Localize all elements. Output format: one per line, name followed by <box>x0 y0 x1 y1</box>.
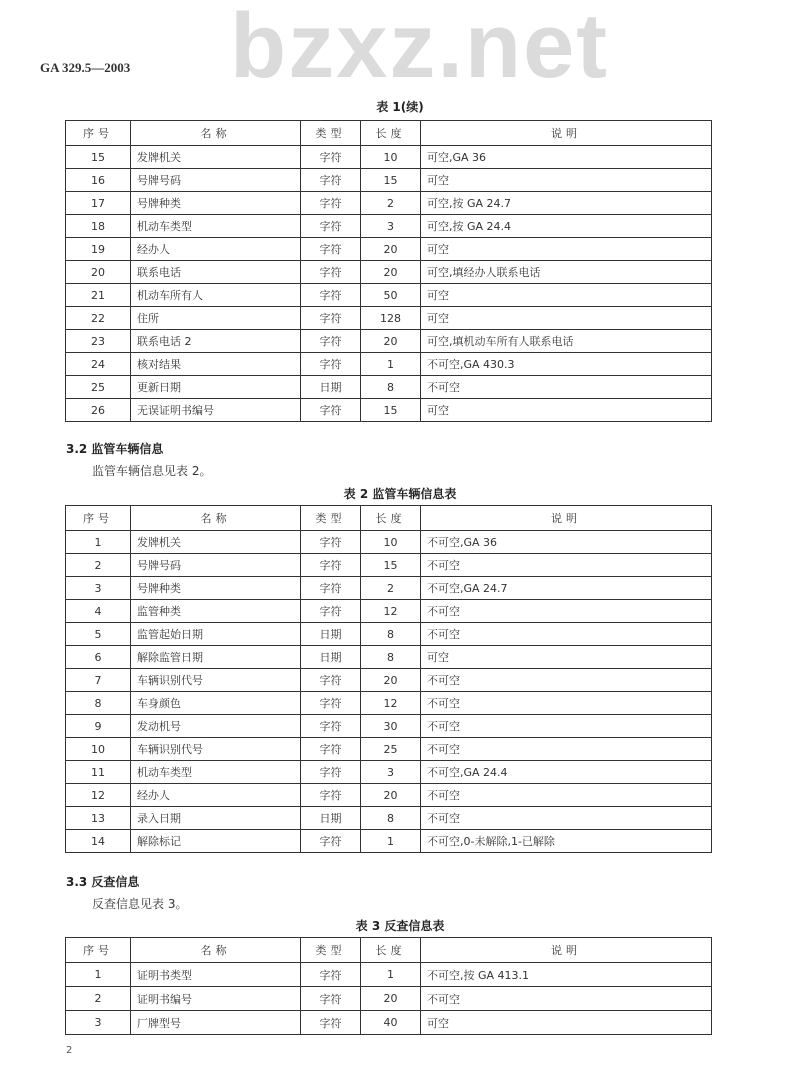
table-row <box>66 669 712 692</box>
field-description: 可空,填经办人联系电话 <box>421 261 712 284</box>
table-row <box>66 646 712 669</box>
field-name: 核对结果 <box>131 353 301 376</box>
table-row <box>66 399 712 422</box>
field-description: 不可空 <box>421 669 712 692</box>
field-length: 8 <box>361 646 421 669</box>
field-description: 可空 <box>421 646 712 669</box>
field-name: 机动车所有人 <box>131 284 301 307</box>
row-number: 26 <box>66 399 131 422</box>
row-number: 18 <box>66 215 131 238</box>
field-type: 字符 <box>301 738 361 761</box>
field-name: 号牌号码 <box>131 169 301 192</box>
field-name: 解除标记 <box>131 830 301 853</box>
field-description: 不可空,按 GA 413.1 <box>421 963 712 987</box>
field-length: 2 <box>361 577 421 600</box>
field-length: 8 <box>361 807 421 830</box>
table-header-row <box>66 506 712 531</box>
row-number: 23 <box>66 330 131 353</box>
page-number: 2 <box>66 1045 73 1056</box>
table-row <box>66 307 712 330</box>
table-header-row <box>66 938 712 963</box>
field-name: 车辆识别代号 <box>131 669 301 692</box>
row-number: 21 <box>66 284 131 307</box>
field-length: 20 <box>361 261 421 284</box>
section-3-2-text: 监管车辆信息见表 2。 <box>92 464 212 478</box>
row-number: 2 <box>66 554 131 577</box>
field-type: 字符 <box>301 531 361 554</box>
row-number: 25 <box>66 376 131 399</box>
field-type: 字符 <box>301 1011 361 1035</box>
row-number: 5 <box>66 623 131 646</box>
standard-code-header: GA 329.5—2003 <box>40 60 131 75</box>
field-length: 2 <box>361 192 421 215</box>
field-description: 可空 <box>421 307 712 330</box>
field-length: 15 <box>361 399 421 422</box>
field-type: 字符 <box>301 987 361 1011</box>
field-description: 可空,填机动车所有人联系电话 <box>421 330 712 353</box>
row-number: 15 <box>66 146 131 169</box>
field-description: 不可空 <box>421 623 712 646</box>
table-row <box>66 807 712 830</box>
row-number: 13 <box>66 807 131 830</box>
table-row <box>66 554 712 577</box>
table-row <box>66 577 712 600</box>
field-description: 不可空,GA 36 <box>421 531 712 554</box>
section-3-3-heading: 3.3 反查信息 <box>66 875 140 889</box>
field-length: 20 <box>361 987 421 1011</box>
field-description: 可空 <box>421 169 712 192</box>
field-length: 8 <box>361 376 421 399</box>
field-name: 解除监管日期 <box>131 646 301 669</box>
table-row <box>66 738 712 761</box>
field-name: 经办人 <box>131 238 301 261</box>
table-row <box>66 623 712 646</box>
row-number: 1 <box>66 963 131 987</box>
field-length: 10 <box>361 146 421 169</box>
field-type: 字符 <box>301 284 361 307</box>
column-header: 说明 <box>421 506 712 531</box>
row-number: 14 <box>66 830 131 853</box>
field-name: 联系电话 <box>131 261 301 284</box>
row-number: 22 <box>66 307 131 330</box>
field-description: 不可空 <box>421 554 712 577</box>
field-name: 车辆识别代号 <box>131 738 301 761</box>
field-type: 字符 <box>301 238 361 261</box>
field-type: 字符 <box>301 669 361 692</box>
field-name: 联系电话 2 <box>131 330 301 353</box>
field-type: 字符 <box>301 192 361 215</box>
table-row <box>66 600 712 623</box>
table-row <box>66 830 712 853</box>
field-description: 不可空 <box>421 715 712 738</box>
field-description: 可空 <box>421 399 712 422</box>
field-description: 不可空,GA 430.3 <box>421 353 712 376</box>
field-description: 不可空,0-未解除,1-已解除 <box>421 830 712 853</box>
table-row <box>66 376 712 399</box>
field-name: 住所 <box>131 307 301 330</box>
column-header: 序号 <box>66 506 131 531</box>
field-description: 可空,按 GA 24.4 <box>421 215 712 238</box>
row-number: 19 <box>66 238 131 261</box>
field-length: 50 <box>361 284 421 307</box>
field-length: 1 <box>361 963 421 987</box>
column-header: 名称 <box>131 506 301 531</box>
column-header: 序号 <box>66 121 131 146</box>
field-name: 机动车类型 <box>131 761 301 784</box>
field-name: 发牌机关 <box>131 531 301 554</box>
field-length: 3 <box>361 215 421 238</box>
field-description: 可空 <box>421 238 712 261</box>
field-type: 日期 <box>301 646 361 669</box>
field-description: 不可空,GA 24.7 <box>421 577 712 600</box>
table-row <box>66 192 712 215</box>
field-type: 字符 <box>301 577 361 600</box>
field-description: 可空 <box>421 1011 712 1035</box>
field-type: 字符 <box>301 215 361 238</box>
field-type: 字符 <box>301 261 361 284</box>
field-type: 字符 <box>301 784 361 807</box>
field-length: 25 <box>361 738 421 761</box>
field-type: 字符 <box>301 307 361 330</box>
table-row <box>66 531 712 554</box>
field-type: 日期 <box>301 623 361 646</box>
field-name: 发牌机关 <box>131 146 301 169</box>
column-header: 类型 <box>301 506 361 531</box>
field-name: 机动车类型 <box>131 215 301 238</box>
column-header: 名称 <box>131 938 301 963</box>
field-description: 不可空 <box>421 784 712 807</box>
field-length: 10 <box>361 531 421 554</box>
column-header: 类型 <box>301 938 361 963</box>
row-number: 1 <box>66 531 131 554</box>
table-row <box>66 784 712 807</box>
field-name: 发动机号 <box>131 715 301 738</box>
table-row <box>66 761 712 784</box>
field-description: 不可空 <box>421 807 712 830</box>
field-description: 可空 <box>421 284 712 307</box>
field-name: 无误证明书编号 <box>131 399 301 422</box>
field-length: 20 <box>361 330 421 353</box>
field-name: 号牌种类 <box>131 577 301 600</box>
table-row <box>66 169 712 192</box>
field-name: 经办人 <box>131 784 301 807</box>
field-type: 字符 <box>301 600 361 623</box>
column-header: 说明 <box>421 938 712 963</box>
section-3-3-text: 反查信息见表 3。 <box>92 897 188 911</box>
table-row <box>66 692 712 715</box>
table-1-continued <box>65 120 712 422</box>
table-row <box>66 715 712 738</box>
table-row <box>66 238 712 261</box>
field-name: 号牌号码 <box>131 554 301 577</box>
field-length: 20 <box>361 784 421 807</box>
table-row <box>66 330 712 353</box>
table3-caption: 表 3 反查信息表 <box>355 919 445 933</box>
row-number: 20 <box>66 261 131 284</box>
table-header-row <box>66 121 712 146</box>
field-name: 厂牌型号 <box>131 1011 301 1035</box>
row-number: 16 <box>66 169 131 192</box>
field-name: 监管种类 <box>131 600 301 623</box>
row-number: 2 <box>66 987 131 1011</box>
column-header: 长度 <box>361 506 421 531</box>
field-name: 证明书编号 <box>131 987 301 1011</box>
field-length: 1 <box>361 830 421 853</box>
field-description: 不可空 <box>421 987 712 1011</box>
row-number: 11 <box>66 761 131 784</box>
column-header: 名称 <box>131 121 301 146</box>
column-header: 长度 <box>361 121 421 146</box>
field-description: 不可空 <box>421 692 712 715</box>
table-row <box>66 261 712 284</box>
field-length: 15 <box>361 169 421 192</box>
field-type: 日期 <box>301 376 361 399</box>
field-type: 字符 <box>301 399 361 422</box>
field-length: 20 <box>361 669 421 692</box>
field-type: 字符 <box>301 692 361 715</box>
field-description: 不可空,GA 24.4 <box>421 761 712 784</box>
field-type: 字符 <box>301 715 361 738</box>
field-length: 40 <box>361 1011 421 1035</box>
row-number: 7 <box>66 669 131 692</box>
table-2-supervised-vehicles <box>65 505 712 853</box>
field-name: 更新日期 <box>131 376 301 399</box>
field-type: 字符 <box>301 353 361 376</box>
field-description: 可空,GA 36 <box>421 146 712 169</box>
field-length: 12 <box>361 692 421 715</box>
field-name: 车身颜色 <box>131 692 301 715</box>
field-length: 1 <box>361 353 421 376</box>
table-row <box>66 1011 712 1035</box>
field-length: 30 <box>361 715 421 738</box>
field-length: 15 <box>361 554 421 577</box>
field-name: 号牌种类 <box>131 192 301 215</box>
row-number: 8 <box>66 692 131 715</box>
field-type: 字符 <box>301 761 361 784</box>
field-description: 不可空 <box>421 600 712 623</box>
table-row <box>66 353 712 376</box>
table-row <box>66 987 712 1011</box>
row-number: 3 <box>66 577 131 600</box>
field-type: 日期 <box>301 807 361 830</box>
table1-caption: 表 1(续) <box>376 100 424 114</box>
field-name: 证明书类型 <box>131 963 301 987</box>
field-type: 字符 <box>301 169 361 192</box>
field-description: 不可空 <box>421 376 712 399</box>
field-length: 8 <box>361 623 421 646</box>
table-row <box>66 215 712 238</box>
row-number: 6 <box>66 646 131 669</box>
table-row <box>66 284 712 307</box>
row-number: 12 <box>66 784 131 807</box>
field-type: 字符 <box>301 554 361 577</box>
field-length: 12 <box>361 600 421 623</box>
row-number: 3 <box>66 1011 131 1035</box>
table-row <box>66 963 712 987</box>
field-type: 字符 <box>301 330 361 353</box>
column-header: 长度 <box>361 938 421 963</box>
section-3-2-heading: 3.2 监管车辆信息 <box>66 442 164 456</box>
field-length: 3 <box>361 761 421 784</box>
row-number: 17 <box>66 192 131 215</box>
field-type: 字符 <box>301 963 361 987</box>
field-name: 监管起始日期 <box>131 623 301 646</box>
field-description: 可空,按 GA 24.7 <box>421 192 712 215</box>
column-header: 序号 <box>66 938 131 963</box>
field-type: 字符 <box>301 830 361 853</box>
row-number: 4 <box>66 600 131 623</box>
column-header: 类型 <box>301 121 361 146</box>
field-length: 128 <box>361 307 421 330</box>
row-number: 10 <box>66 738 131 761</box>
field-description: 不可空 <box>421 738 712 761</box>
field-type: 字符 <box>301 146 361 169</box>
field-length: 20 <box>361 238 421 261</box>
row-number: 24 <box>66 353 131 376</box>
column-header: 说明 <box>421 121 712 146</box>
watermark-logo: bzxz.net <box>230 0 609 97</box>
table-row <box>66 146 712 169</box>
row-number: 9 <box>66 715 131 738</box>
field-name: 录入日期 <box>131 807 301 830</box>
table-3-reverse-lookup <box>65 937 712 1035</box>
table2-caption: 表 2 监管车辆信息表 <box>343 487 457 501</box>
